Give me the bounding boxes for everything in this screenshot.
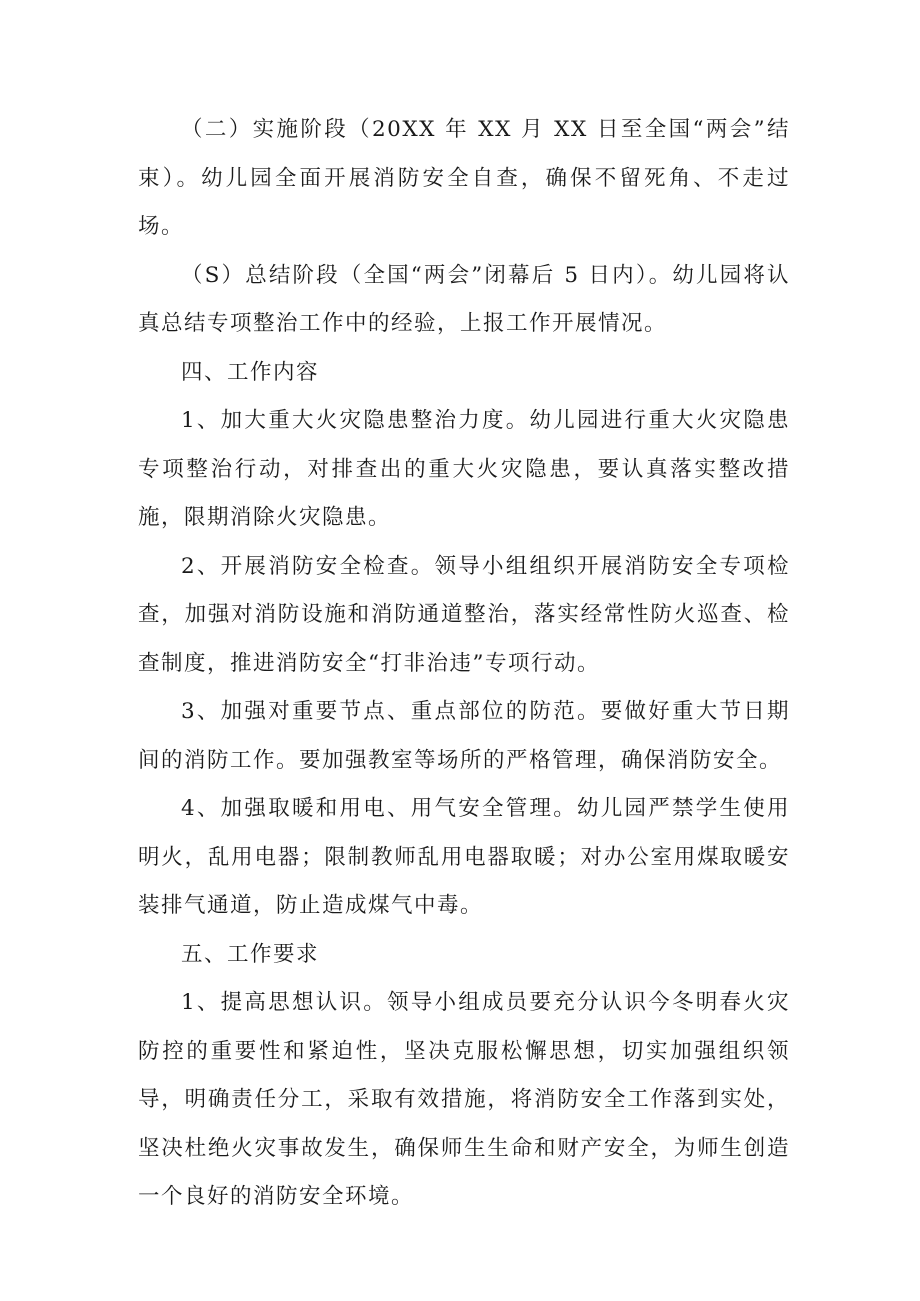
- paragraph-content-item-2: 2、开展消防安全检查。领导小组组织开展消防安全专项检查，加强对消防设施和消防通道整治，落实经常性防火巡查、检查制度，推进消防安全“打非治违”专项行动。: [138, 553, 790, 676]
- document-body: [138, 106, 790, 1222]
- paragraph-implementation-stage: （二）实施阶段（20XX 年 XX 月 XX 日至全国“两会”结束）。幼儿园全面开展消防安全自查，确保不留死角、不走过场。: [138, 117, 790, 239]
- section-heading-work-content: 四、工作内容: [181, 359, 320, 385]
- paragraph-requirement-item-1: 1、提高思想认识。领导小组成员要充分认识今冬明春火灾防控的重要性和紧迫性，坚决克服松懈思想，切实加强组织领导，明确责任分工，采取有效措施，将消防安全工作落到实处，坚决杜绝火灾事故发生，确保师生生命和财产安全，为师生创造一个良好的消防安全环境。: [138, 990, 790, 1209]
- paragraph-content-item-4: 4、加强取暖和用电、用气安全管理。幼儿园严禁学生使用明火，乱用电器；限制教师乱用电器取暖；对办公室用煤取暖安装排气通道，防止造成煤气中毒。: [138, 796, 790, 918]
- paragraph-content-item-3: 3、加强对重要节点、重点部位的防范。要做好重大节日期间的消防工作。要加强教室等场所的严格管理，确保消防安全。: [138, 699, 790, 773]
- paragraph-content-item-1: 1、加大重大火灾隐患整治力度。幼儿园进行重大火灾隐患专项整治行动，对排查出的重大火灾隐患，要认真落实整改措施，限期消除火灾隐患。: [138, 408, 790, 530]
- paragraph-summary-stage: （S）总结阶段（全国“两会”闭幕后 5 日内）。幼儿园将认真总结专项整治工作中的经验，上报工作开展情况。: [138, 262, 790, 336]
- section-heading-work-requirements: 五、工作要求: [181, 941, 320, 967]
